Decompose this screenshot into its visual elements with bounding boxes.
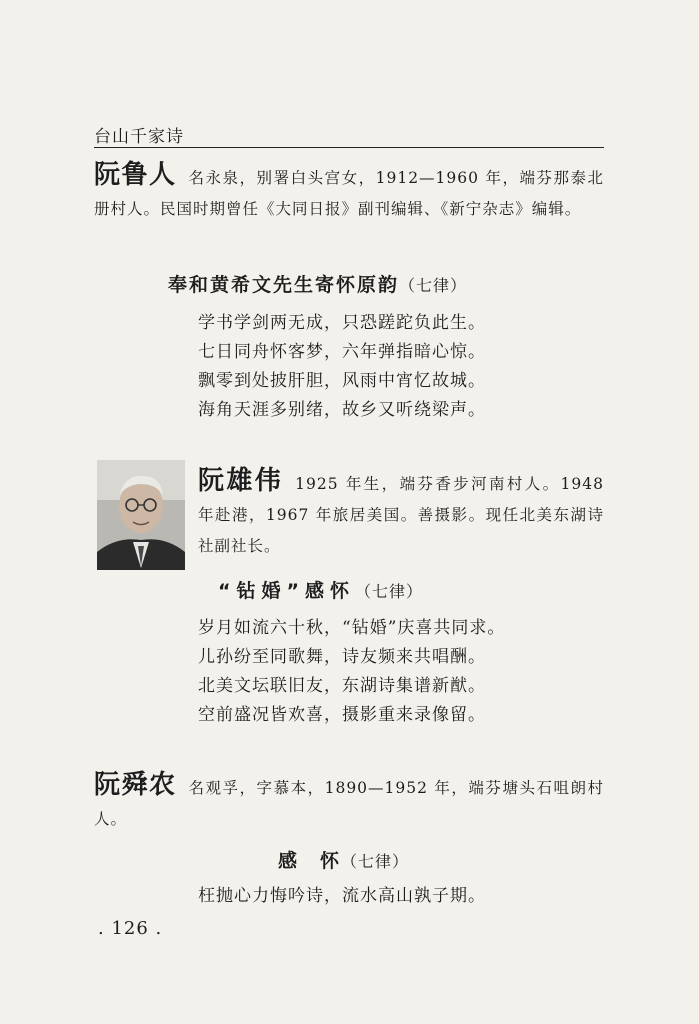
entry-2-poem-title (218, 576, 423, 603)
poem-line: 岁月如流六十秋，“钻婚”庆喜共同求。 (198, 618, 506, 638)
entry-3-bio (94, 770, 604, 835)
entry-2-name: 阮雄伟 (198, 466, 284, 496)
entry-3-poem (198, 882, 486, 911)
poem-line: 飘零到处披肝胆，风雨中宵忆故城。 (198, 371, 486, 391)
running-header: 台山千家诗 (94, 127, 184, 147)
entry-1-poem-title-text: 奉和黄希文先生寄怀原韵 (168, 274, 400, 296)
poem-line: 海角天涯多别绪，故乡又听绕梁声。 (198, 400, 486, 420)
entry-1-name: 阮鲁人 (94, 160, 177, 190)
portrait-image (97, 460, 185, 570)
poem-line: 七日同舟怀客梦，六年弹指暗心惊。 (198, 342, 486, 362)
author-portrait-photo (97, 460, 185, 570)
entry-3-name: 阮舜农 (94, 770, 177, 800)
entry-2-poem-title-text: “钻婚”感怀 (218, 580, 355, 602)
entry-3-poem-form: （七律） (341, 852, 410, 871)
entry-1-poem (198, 309, 486, 425)
entry-2-bio-text: 1925 年生，端芬香步河南村人。1948 年赴港，1967 年旅居美国。善摄影。现任北美东湖诗社副社长。 (198, 475, 604, 555)
entry-3-poem-title-text: 感 怀 (278, 850, 342, 872)
header-rule (94, 147, 604, 148)
entry-1-bio-text: 名永泉，别署白头宫女，1912—1960 年，端芬那泰北册村人。民国时期曾任《大同日报》副刊编辑、《新宁杂志》编辑。 (94, 169, 604, 218)
entry-1-bio (94, 160, 604, 225)
poem-line: 学书学剑两无成，只恐蹉跎负此生。 (198, 313, 486, 333)
poem-line: 北美文坛联旧友，东湖诗集谱新猷。 (198, 676, 486, 696)
entry-3-bio-text: 名观孚，字慕本，1890—1952 年，端芬塘头石咀朗村人。 (94, 779, 604, 828)
entry-2-poem-form: （七律） (354, 582, 423, 601)
poem-line: 儿孙纷至同歌舞，诗友频来共唱酬。 (198, 647, 486, 667)
entry-3-poem-title (278, 846, 409, 873)
page-number: . 126 . (98, 918, 163, 939)
entry-2-poem (198, 614, 505, 730)
entry-1-poem-title (168, 270, 467, 297)
entry-2-bio (198, 466, 604, 562)
entry-1-poem-form: （七律） (399, 276, 468, 295)
poem-line: 枉抛心力悔吟诗，流水高山孰子期。 (198, 886, 486, 906)
poem-line: 空前盛况皆欢喜，摄影重来录像留。 (198, 705, 486, 725)
